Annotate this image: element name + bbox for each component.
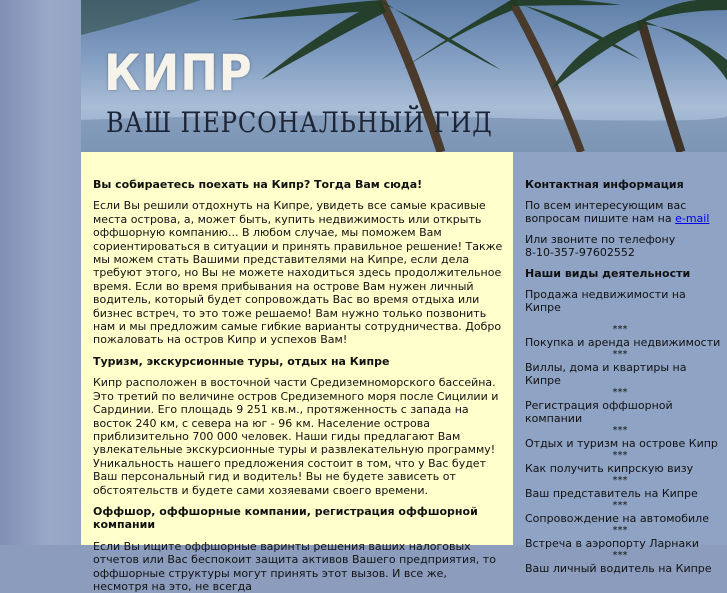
phone-number: 8-10-357-97602552 — [525, 246, 635, 259]
activity-item[interactable]: Как получить кипрскую визу — [525, 462, 694, 475]
activity-separator: *** — [612, 324, 628, 335]
contact-text-label: По всем интересующим вас вопросам пишите нам на — [525, 199, 687, 225]
activity-item[interactable]: Ваш представитель на Кипре — [525, 487, 698, 500]
activity-separator: *** — [612, 425, 628, 436]
header-banner — [81, 0, 727, 152]
activity-separator: *** — [612, 450, 628, 461]
section-text-tourism-2: Уникальность нашего предложения состоит в том, что у Вас будет Ваш персональный гид и водитель! Вы не будете зависеть от обстоятельств и будете сами хозяевами своего времени. — [93, 456, 486, 497]
section-heading-tourism: Туризм, экскурсионные туры, отдых на Кипре — [93, 354, 390, 368]
activity-separator: *** — [612, 525, 628, 536]
activity-item[interactable]: Ваш личный водитель на Кипре — [525, 562, 712, 575]
activity-item[interactable]: Продажа недвижимости на Кипре — [525, 288, 686, 314]
activities-heading: Наши виды деятельности — [525, 267, 691, 280]
phone-label: Или звоните по телефону — [525, 233, 676, 246]
site-title: КИПР — [104, 44, 253, 102]
sidebar — [513, 152, 727, 575]
activity-separator: *** — [612, 387, 628, 398]
activities-list — [525, 288, 721, 575]
section-text-tourism: Кипр расположен в восточной части Средиземноморского бассейна. Это третий по величине остров Средиземного моря после Сицилии и Сардинии. Его площадь 9 251 кв.м., протяженность с запада на восток 240 км, с севера на юг - 96 км. Население острова приблизительно 700 000 человек. Наши гиды предлагают Вам увлекательные экскурсионные туры и развлекательную программу! — [93, 376, 499, 457]
main-content — [81, 152, 513, 593]
email-link[interactable]: e-mail — [675, 212, 710, 225]
activity-item[interactable]: Встреча в аэропорту Ларнаки — [525, 537, 699, 550]
contact-text — [525, 199, 721, 225]
section-heading-offshore: Оффшор, оффшорные компании, регистрация оффшорной компании — [93, 504, 478, 532]
activity-item[interactable]: Отдых и туризм на острове Кипр — [525, 437, 718, 450]
activity-separator: *** — [612, 349, 628, 360]
activity-separator: *** — [612, 500, 628, 511]
activity-separator: *** — [612, 550, 628, 561]
activity-item[interactable]: Регистрация оффшорной компании — [525, 399, 673, 425]
activity-item[interactable]: Покупка и аренда недвижимости — [525, 336, 721, 349]
phone-block — [525, 233, 721, 259]
section-text-intro: Если Вы решили отдохнуть на Кипре, увидеть все самые красивые места острова, а, может быть, купить недвижимость или открыть оффшорную компанию... В любом случае, мы поможем Вам сориентироваться в ситуации и принять правильное решение! Также мы можем стать Вашими представителями на Кипре, если дела требуют этого, но Вы не можете находиться здесь продолжительное время. Если во время прибывания на острове Вам нужен личный водитель, который будет сопровождать Вас во время отдыха или бизнес встреч, то это тоже решаемо! Вам нужно только позвонить нам и мы предложим самые гибкие варианты сотрудничества. Добро пожаловать на остров Кипр и успехов Вам! — [93, 199, 503, 347]
left-decorative-strip — [0, 0, 81, 545]
activity-separator: *** — [612, 475, 628, 486]
contact-heading: Контактная информация — [525, 178, 684, 191]
site-subtitle: ВАШ ПЕРСОНАЛЬНЫЙ ГИД — [106, 106, 493, 139]
section-text-offshore: Если Вы ищите оффшорные варинты решения ваших налоговых отчетов или Вас беспокоит защита активов Вашего предприятия, то оффшорные структуры могут принять этот вызов. И все же, несмотря на это, не всегда — [93, 539, 496, 593]
activity-item[interactable]: Виллы, дома и квартиры на Кипре — [525, 361, 687, 387]
activity-item[interactable]: Сопровождение на автомобиле — [525, 512, 709, 525]
section-heading-intro: Вы собираетесь поехать на Кипр? Тогда Вам сюда! — [93, 178, 423, 191]
